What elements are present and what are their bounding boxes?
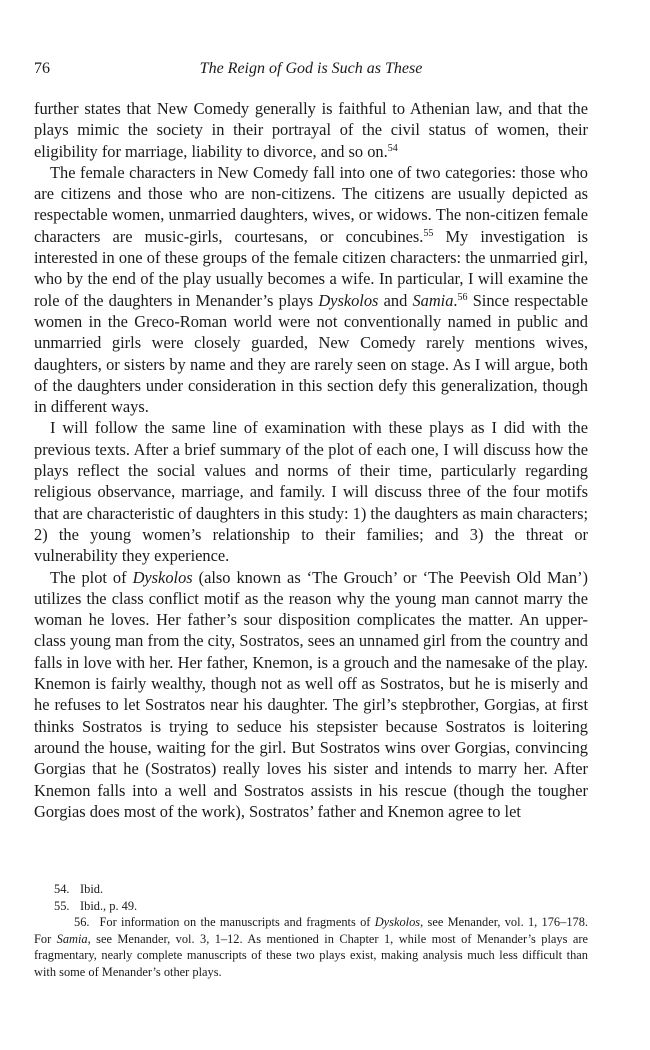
footnote-54 <box>34 881 588 898</box>
paragraph-text: The plot of <box>50 567 133 587</box>
page-number: 76 <box>34 60 50 77</box>
footnote-text: , see Menander, vol. 3, 1–12. As mentioned in Chapter 1, while most of Menander’s plays are fragmentary, nearly complete manuscripts of these two plays exist, making analysis much less difficult than with some of Menander’s other plays. <box>34 931 588 979</box>
running-header <box>34 60 588 84</box>
footnote-number: 56. <box>74 915 90 930</box>
body-text <box>34 98 588 822</box>
paragraph-4 <box>34 567 588 823</box>
play-title-dyskolos: Dyskolos <box>132 567 193 587</box>
paragraph-text: . <box>453 290 458 310</box>
footnote-text: see Menander, vol. 1, 176–178. For <box>34 915 589 946</box>
paragraph-text: (also known as ‘The Grouch’ or ‘The Peevish Old Man’) utilizes the class conflict motif as the reason why the young man cannot marry the woman he loves. Her father’s sour disposition complicates the matter. An upper-class young man from the city, Sostratos, sees an unnamed girl from the country and falls in love with her. Her father, Knemon, is a grouch and the namesake of the play. Knemon is fairly wealthy, though not as well off as Sostratos, but he is miserly and he refuses to let Sostratos near his daughter. The girl’s stepbrother, Gorgias, at first thinks Sostratos is trying to seduce his stepsister because Sostratos is loitering around the house, waiting for the girl. But Sostratos wins over Gorgias, convincing Gorgias that he (Sostratos) really loves his sister and intends to marry her. After Knemon falls into a well and Sostratos assists in his rescue (though the tougher Gorgias does most of the work), Sostratos’ father and Knemon agree to let <box>34 567 588 821</box>
play-title-samia: Samia <box>56 931 88 946</box>
paragraph-3: I will follow the same line of examination with these plays as I did with the previous texts. After a brief summary of the plot of each one, I will discuss how the plays reflect the social values and norms of their time, particularly regarding religious observance, marriage, and family. I will discuss three of the four motifs that are characteristic of daughters in this study: 1) the daughters as main characters; 2) the young women’s relationship to their families; and 3) the threat or vulnerability they experience. <box>34 418 588 566</box>
paragraph-text: Since respectable women in the Greco-Roman world were not conventionally named in public and unmarried girls were closely guarded, New Comedy rarely mentions wives, daughters, or sisters by name and they are rarely seen on stage. As I will argue, both of the daughters under consideration in this section defy this generalization, though in different ways. <box>34 290 588 417</box>
paragraph-text: The female characters in New Comedy fall into one of two categories: those who are citizens and those who are non-citizens. The citizens are usually depicted as respectable women, unmarried daughters, wives, or widows. The non-citizen female characters are music-girls, courtesans, or concubines. <box>34 162 588 246</box>
play-title-samia: Samia <box>412 290 454 310</box>
footnote-number: 54. <box>54 882 70 896</box>
play-title-dyskolos: Dyskolos, <box>374 915 424 930</box>
footnote-text: Ibid. <box>80 882 104 896</box>
footnote-ref-56[interactable]: 56 <box>457 291 468 303</box>
paragraph-2 <box>34 162 588 418</box>
play-title-dyskolos: Dyskolos <box>318 290 379 310</box>
book-page <box>34 0 588 1050</box>
footnote-number: 55. <box>54 898 70 913</box>
footnote-55 <box>34 898 588 915</box>
footnote-ref-55[interactable]: 55 <box>423 227 434 239</box>
footnote-text: Ibid., p. 49. <box>80 898 138 913</box>
paragraph-text: further states that New Comedy generally is faithful to Athenian law, and that the plays mimic the society in their portrayal of the civil status of women, their eligibility for marriage, liability to divorce, and so on. <box>34 99 588 161</box>
paragraph-1 <box>34 98 588 162</box>
footnote-ref-54[interactable]: 54 <box>387 142 398 154</box>
footnote-56 <box>34 914 588 980</box>
running-title: The Reign of God is Such as These <box>199 60 423 77</box>
paragraph-text: and <box>378 290 413 310</box>
footnote-text: For information on the manuscripts and fragments of <box>99 915 375 930</box>
paragraph-text: My investigation is interested in one of these groups of the female citizen characters: the unmarried girl, who by the end of the play usually becomes a wife. In particular, I will examine the role of the daughters in Menander’s plays <box>34 226 588 310</box>
footnotes <box>34 881 588 981</box>
